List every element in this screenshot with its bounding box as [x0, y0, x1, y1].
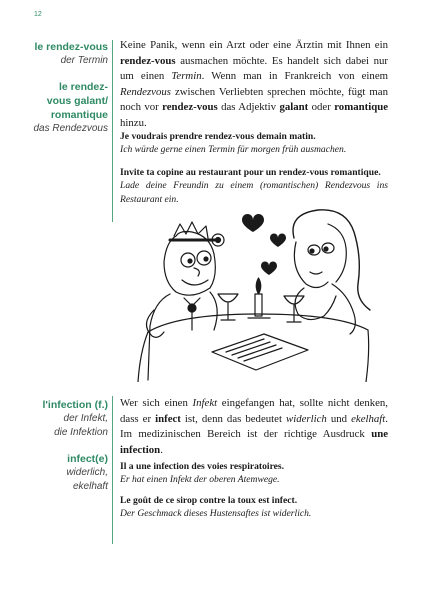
vertical-divider	[112, 40, 113, 222]
example-sentence	[120, 460, 388, 487]
example-german: Der Geschmack dieses Hustensaftes ist widerlich.	[120, 508, 312, 520]
example-sentence	[120, 130, 388, 157]
vocab-translation: das Rendezvous	[33, 123, 108, 134]
sidebar-entry-infect	[30, 452, 108, 493]
example-french: Il a une infection des voies respiratoires.	[120, 461, 285, 472]
example-french: Je voudrais prendre rendez-vous demain matin.	[120, 131, 316, 142]
example-german: Er hat einen Infekt der oberen Atemwege.	[120, 474, 280, 486]
vocab-term: infect(e)	[67, 453, 108, 465]
example-german: Ich würde gerne einen Termin für morgen früh ausmachen.	[120, 144, 347, 156]
example-sentence	[120, 494, 388, 521]
vocab-term: le rendez-vous	[34, 41, 108, 53]
cartoon-restaurant-date-icon	[118, 202, 378, 387]
sidebar-entry-rendez-vous	[30, 40, 108, 68]
body-paragraph: Keine Panik, wenn ein Arzt oder eine Ärztin mit Ihnen ein rendez-vous ausmachen möchte. Es handelt sich dabei nur um einen Termin. Wenn man in Frankreich von einem Rendezvous zwischen Verliebten sprechen möchte, fügt man noch vor rendez-vous das Adjektiv galant oder romantique hinzu.	[120, 39, 389, 129]
vertical-divider	[112, 396, 113, 544]
sidebar-entry-infection	[30, 398, 108, 439]
sidebar-entry-rendez-vous-galant	[30, 80, 108, 136]
vocab-term: le rendez- vous galant/ romantique	[46, 81, 108, 121]
vocab-term: l'infection (f.)	[42, 399, 108, 411]
example-sentence	[120, 166, 388, 206]
body-paragraph: Wer sich einen Infekt eingefangen hat, sollte nicht denken, dass er infect ist, denn das bedeutet widerlich und ekelhaft. Im medizinischen Bereich ist der richtige Ausdruck une infection.	[120, 397, 389, 456]
example-german: Lade deine Freundin zu einem (romantischen) Rendezvous ins Restaurant ein.	[120, 180, 388, 205]
vocab-translation: der Infekt, die Infektion	[54, 413, 108, 438]
example-french: Le goût de ce sirop contre la toux est infect.	[120, 495, 298, 506]
page-number: 12	[34, 11, 42, 18]
example-french: Invite ta copine au restaurant pour un rendez-vous romantique.	[120, 167, 381, 178]
vocab-translation: der Termin	[60, 55, 108, 66]
vocab-translation: widerlich, ekelhaft	[66, 467, 108, 492]
